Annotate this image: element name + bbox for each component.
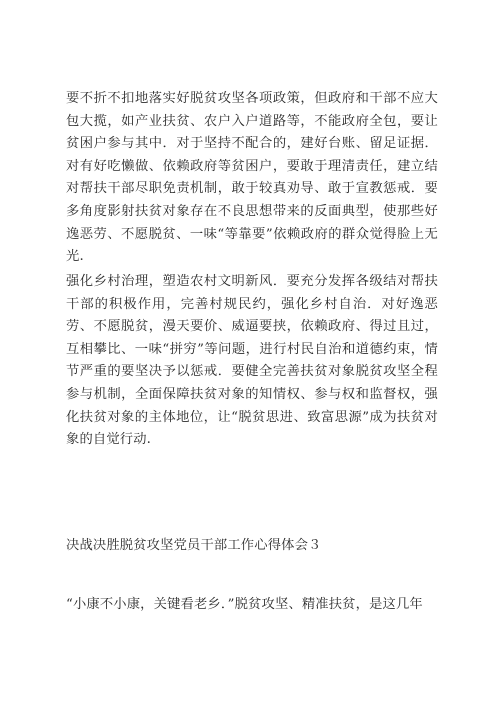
body-paragraph: 强化乡村治理，塑造农村文明新风．要充分发挥各级结对帮扶干部的积极作用，完善村规民约，强化乡村自治．对好逸恶劳、不愿脱贫，漫天要价、威逼要挟，依赖政府、得过且过，互相攀比、一味“拼穷”等问题，进行村民自治和道德约束，情节严重的要坚决予以惩戒．要健全完善扶贫对象脱贫攻坚全程参与机制，全面保障扶贫对象的知情权、参与权和监督权，强化扶贫对象的主体地位，让“脱贫思进、致富思源”成为扶贫对象的自觉行动. bbox=[66, 274, 438, 448]
section-heading: 决战决胜脱贫攻坚党员干部工作心得体会３ bbox=[66, 538, 322, 553]
body-paragraph: 要不折不扣地落实好脱贫攻坚各项政策，但政府和干部不应大包大揽，如产业扶贫、农户入户道路等，不能政府全包，要让贫困户参与其中．对于坚持不配合的，建好台账、留足证据．对有好吃懒做、依赖政府等贫困户，要敢于理清责任，建立结对帮扶干部尽职免责机制，敢于较真劝导、敢于宣教惩戒．要多角度影射扶贫对象存在不良思想带来的反面典型，使那些好逸恶劳、不愿脱贫、一味“等靠要”依赖政府的群众觉得脸上无光. bbox=[66, 91, 438, 265]
body-paragraph: “小康不小康，关键看老乡．”脱贫攻坚、精准扶贫，是这几年 bbox=[66, 597, 423, 612]
